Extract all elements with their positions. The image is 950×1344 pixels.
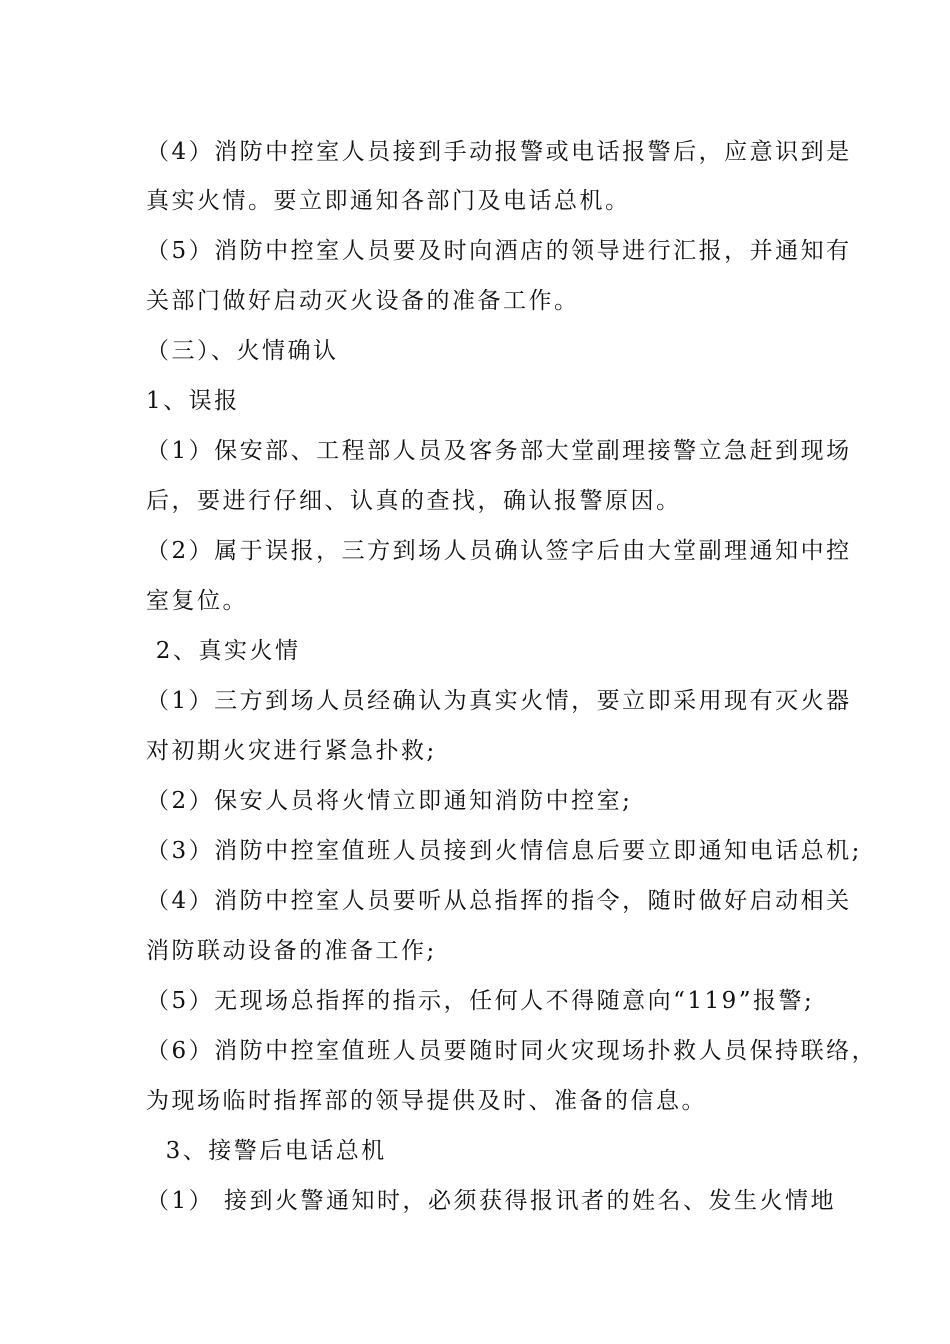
paragraph-line: 后，要进行仔细、认真的查找，确认报警原因。 <box>146 488 682 514</box>
paragraph-line: 对初期火灾进行紧急扑救; <box>146 738 437 764</box>
paragraph-line: 消防联动设备的准备工作; <box>146 938 437 964</box>
subsection-heading: 3、接警后电话总机 <box>146 1138 387 1164</box>
paragraph-line: （3）消防中控室值班人员接到火情信息后要立即通知电话总机; <box>146 838 862 864</box>
paragraph-line: （2）保安人员将火情立即通知消防中控室; <box>146 788 633 814</box>
paragraph-line: 为现场临时指挥部的领导提供及时、准备的信息。 <box>146 1088 707 1114</box>
paragraph-line: （4）消防中控室人员要听从总指挥的指令，随时做好启动相关 <box>146 888 852 914</box>
paragraph-line: （5）消防中控室人员要及时向酒店的领导进行汇报，并通知有 <box>146 238 852 264</box>
paragraph-line: （1） 接到火警通知时，必须获得报讯者的姓名、发生火情地 <box>146 1188 836 1214</box>
paragraph-line: （5）无现场总指挥的指示，任何人不得随意向“119”报警; <box>146 988 815 1014</box>
paragraph-line: （6）消防中控室值班人员要随时同火灾现场扑救人员保持联络， <box>146 1038 878 1064</box>
section-heading: （三）、火情确认 <box>146 338 339 364</box>
paragraph-line: 关部门做好启动灭火设备的准备工作。 <box>146 288 580 314</box>
subsection-heading: 1、误报 <box>146 388 240 414</box>
paragraph-line: 室复位。 <box>146 588 248 614</box>
paragraph-line: 真实火情。要立即通知各部门及电话总机。 <box>146 188 631 214</box>
paragraph-line: （4）消防中控室人员接到手动报警或电话报警后，应意识到是 <box>146 139 852 165</box>
subsection-heading: 2、真实火情 <box>146 638 301 664</box>
paragraph-line: （1）三方到场人员经确认为真实火情，要立即采用现有灭火器 <box>146 688 852 714</box>
paragraph-line: （2）属于误报，三方到场人员确认签字后由大堂副理通知中控 <box>146 538 852 564</box>
paragraph-line: （1）保安部、工程部人员及客务部大堂副理接警立急赶到现场 <box>146 438 852 464</box>
